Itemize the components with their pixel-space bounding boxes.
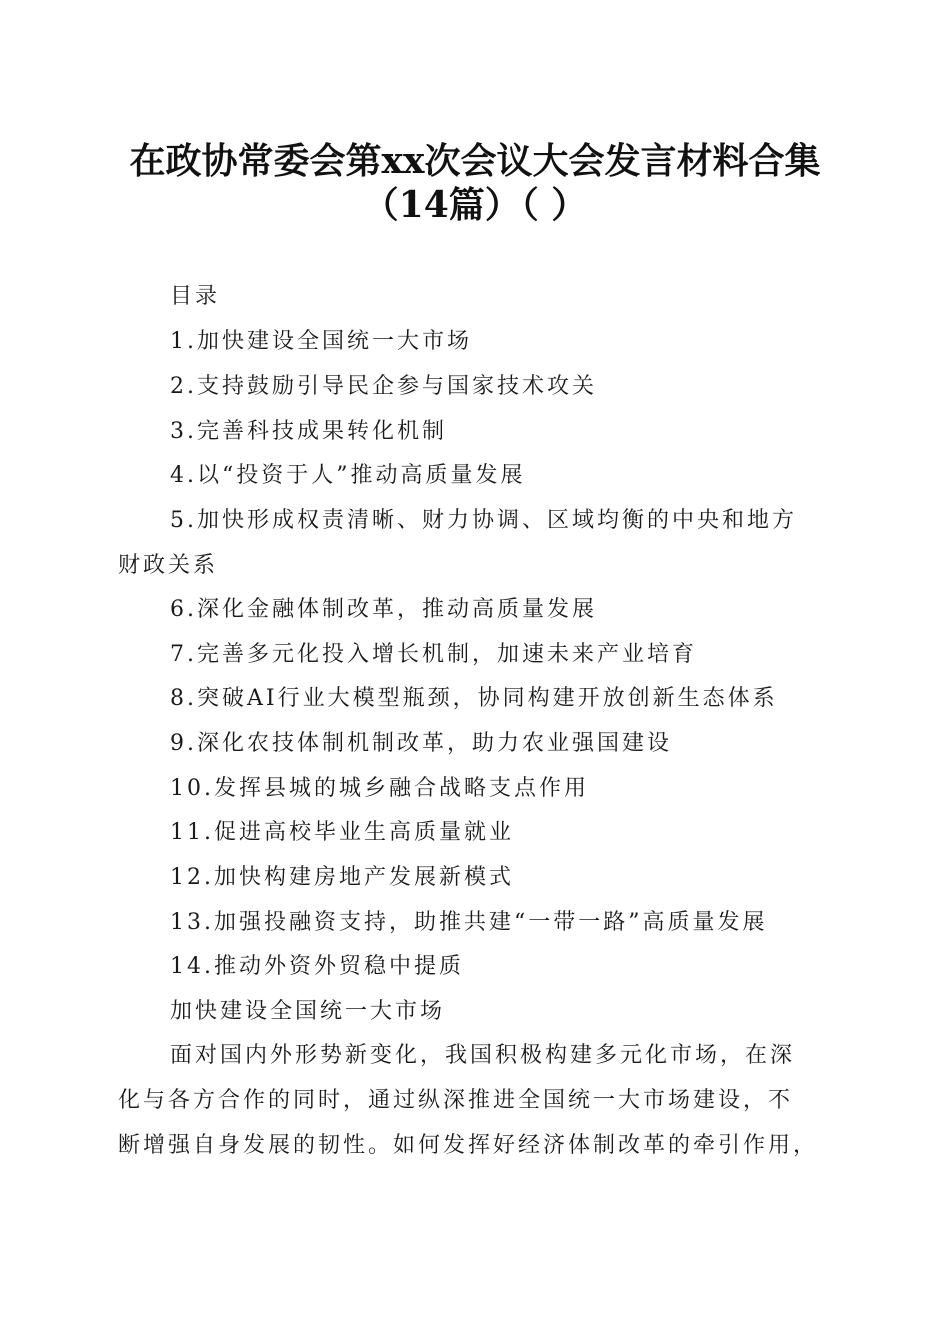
toc-item-continuation: 财政关系 bbox=[118, 553, 219, 578]
toc-item: 1.加快建设全国统一大市场 bbox=[170, 329, 472, 354]
paragraph-line: 断增强自身发展的韧性。如何发挥好经济体制改革的牵引作用， bbox=[118, 1133, 819, 1158]
toc-item: 14.推动外资外贸稳中提质 bbox=[170, 954, 464, 979]
toc-item: 5.加快形成权责清晰、财力协调、区域均衡的中央和地方 bbox=[170, 508, 797, 533]
toc-item: 2.支持鼓励引导民企参与国家技术攻关 bbox=[170, 374, 597, 399]
toc-item: 8.突破AI行业大模型瓶颈，协同构建开放创新生态体系 bbox=[170, 686, 778, 711]
toc-item: 3.完善科技成果转化机制 bbox=[170, 419, 447, 444]
document-title-line-1: 在政协常委会第xx次会议大会发言材料合集 bbox=[129, 140, 821, 182]
section-heading: 加快建设全国统一大市场 bbox=[170, 999, 446, 1024]
toc-item: 12.加快构建房地产发展新模式 bbox=[170, 865, 514, 890]
toc-item: 11.促进高校毕业生高质量就业 bbox=[170, 820, 514, 845]
toc-heading: 目录 bbox=[170, 284, 221, 309]
paragraph-line: 面对国内外形势新变化，我国积极构建多元化市场，在深 bbox=[170, 1043, 796, 1068]
paragraph-line: 化与各方合作的同时，通过纵深推进全国统一大市场建设，不 bbox=[118, 1088, 794, 1113]
toc-item: 7.完善多元化投入增长机制，加速未来产业培育 bbox=[170, 642, 697, 667]
toc-item: 13.加强投融资支持，助推共建“一带一路”高质量发展 bbox=[170, 910, 768, 935]
toc-item: 4.以“投资于人”推动高质量发展 bbox=[170, 463, 526, 488]
toc-item: 6.深化金融体制改革，推动高质量发展 bbox=[170, 597, 597, 622]
document-title-line-2: （14篇）（ ） bbox=[362, 184, 588, 226]
toc-item: 10.发挥县城的城乡融合战略支点作用 bbox=[170, 776, 589, 801]
toc-item: 9.深化农技体制机制改革，助力农业强国建设 bbox=[170, 731, 672, 756]
